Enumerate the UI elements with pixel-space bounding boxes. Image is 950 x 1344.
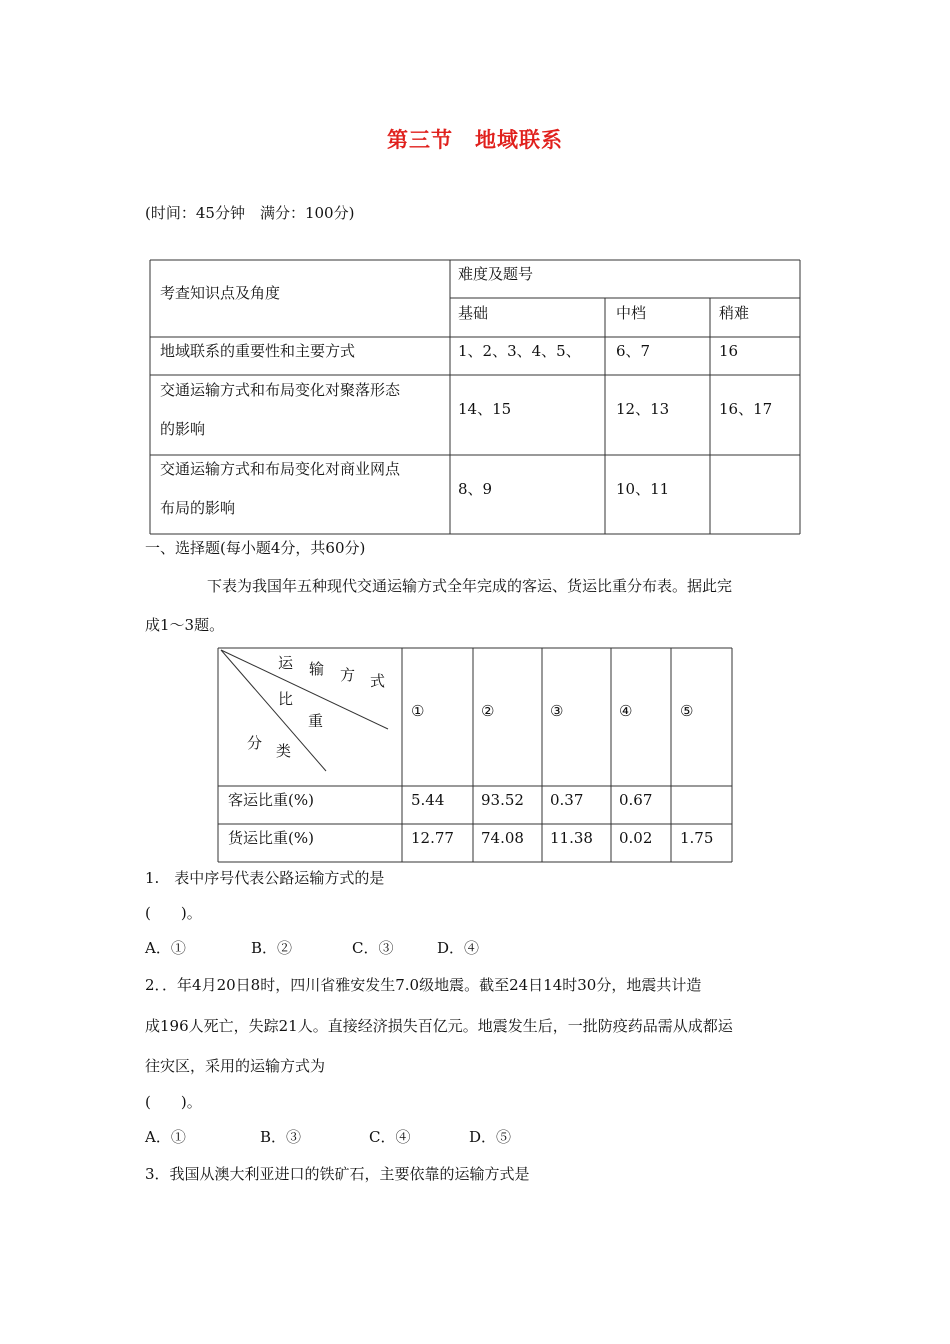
exam-meta: (时间：45分钟 满分：100分) bbox=[145, 204, 355, 222]
q2-option-b: B．③ bbox=[260, 1128, 302, 1146]
passenger-label: 客运比重(%) bbox=[228, 791, 314, 809]
diag-char-fen: 分 bbox=[247, 734, 263, 752]
row3-topic-line1: 交通运输方式和布局变化对商业网点 bbox=[160, 460, 401, 478]
q2-line-3: 往灾区，采用的运输方式为 bbox=[145, 1057, 326, 1075]
q2-line-1: 2．．年4月20日8时，四川省雅安发生7.0级地震。截至24日14时30分，地震共计造 bbox=[145, 976, 702, 994]
diag-char-zhong: 重 bbox=[308, 712, 324, 730]
q1-option-d: D．④ bbox=[437, 939, 480, 957]
freight-value-1: 12.77 bbox=[411, 829, 454, 847]
diag-char-shu: 输 bbox=[309, 660, 325, 678]
page-title: 第三节 地域联系 bbox=[387, 128, 563, 152]
q3-stem: 3．我国从澳大利亚进口的铁矿石，主要依靠的运输方式是 bbox=[145, 1165, 530, 1183]
level-basic: 基础 bbox=[458, 304, 489, 322]
row2-medium: 12、13 bbox=[616, 400, 670, 418]
mode-1: ① bbox=[411, 702, 425, 720]
mode-2: ② bbox=[481, 702, 495, 720]
level-medium: 中档 bbox=[616, 304, 647, 322]
freight-value-3: 11.38 bbox=[550, 829, 593, 847]
intro-line-1: 下表为我国年五种现代交通运输方式全年完成的客运、货运比重分布表。据此完 bbox=[207, 577, 733, 595]
passenger-value-4: 0.67 bbox=[619, 791, 653, 809]
freight-label: 货运比重(%) bbox=[228, 829, 314, 847]
row3-basic: 8、9 bbox=[458, 480, 493, 498]
diagonal-line-1 bbox=[221, 650, 388, 729]
q2-option-c: C．④ bbox=[369, 1128, 411, 1146]
row2-topic-line2: 的影响 bbox=[160, 420, 206, 438]
diag-char-shi: 式 bbox=[370, 672, 386, 690]
q1-option-c: C．③ bbox=[352, 939, 394, 957]
mode-3: ③ bbox=[550, 702, 564, 720]
passenger-value-2: 93.52 bbox=[481, 791, 524, 809]
diag-char-lei: 类 bbox=[276, 742, 292, 760]
row2-topic-line1: 交通运输方式和布局变化对聚落形态 bbox=[160, 381, 401, 399]
q1-bracket: ( )。 bbox=[145, 904, 202, 922]
level-hard: 稍难 bbox=[719, 304, 750, 322]
q1-option-b: B．② bbox=[251, 939, 293, 957]
row3-medium: 10、11 bbox=[616, 480, 670, 498]
freight-value-4: 0.02 bbox=[619, 829, 653, 847]
header-topic: 考查知识点及角度 bbox=[160, 284, 281, 302]
section-heading: 一、选择题(每小题4分，共60分) bbox=[145, 539, 366, 557]
intro-line-2: 成1～3题。 bbox=[145, 616, 225, 634]
q1-stem: 1. 表中序号代表公路运输方式的是 bbox=[145, 869, 385, 887]
diag-char-fang: 方 bbox=[340, 666, 356, 684]
q2-bracket: ( )。 bbox=[145, 1093, 202, 1111]
q2-option-d: D．⑤ bbox=[469, 1128, 512, 1146]
row1-hard: 16 bbox=[719, 342, 739, 360]
q2-option-a: A．① bbox=[145, 1128, 186, 1146]
row1-topic: 地域联系的重要性和主要方式 bbox=[160, 342, 356, 360]
q1-option-a: A．① bbox=[145, 939, 186, 957]
freight-value-2: 74.08 bbox=[481, 829, 524, 847]
mode-5: ⑤ bbox=[680, 702, 694, 720]
row2-hard: 16、17 bbox=[719, 400, 773, 418]
freight-value-5: 1.75 bbox=[680, 829, 714, 847]
diag-char-yun: 运 bbox=[278, 654, 294, 672]
row1-basic: 1、2、3、4、5、 bbox=[458, 342, 581, 360]
header-difficulty: 难度及题号 bbox=[458, 265, 534, 283]
mode-4: ④ bbox=[619, 702, 633, 720]
passenger-value-1: 5.44 bbox=[411, 791, 445, 809]
row1-medium: 6、7 bbox=[616, 342, 651, 360]
q2-line-2: 成196人死亡，失踪21人。直接经济损失百亿元。地震发生后，一批防疫药品需从成都运 bbox=[145, 1017, 733, 1035]
row3-topic-line2: 布局的影响 bbox=[160, 499, 236, 517]
passenger-value-3: 0.37 bbox=[550, 791, 584, 809]
row2-basic: 14、15 bbox=[458, 400, 512, 418]
diag-char-bi: 比 bbox=[278, 690, 294, 708]
